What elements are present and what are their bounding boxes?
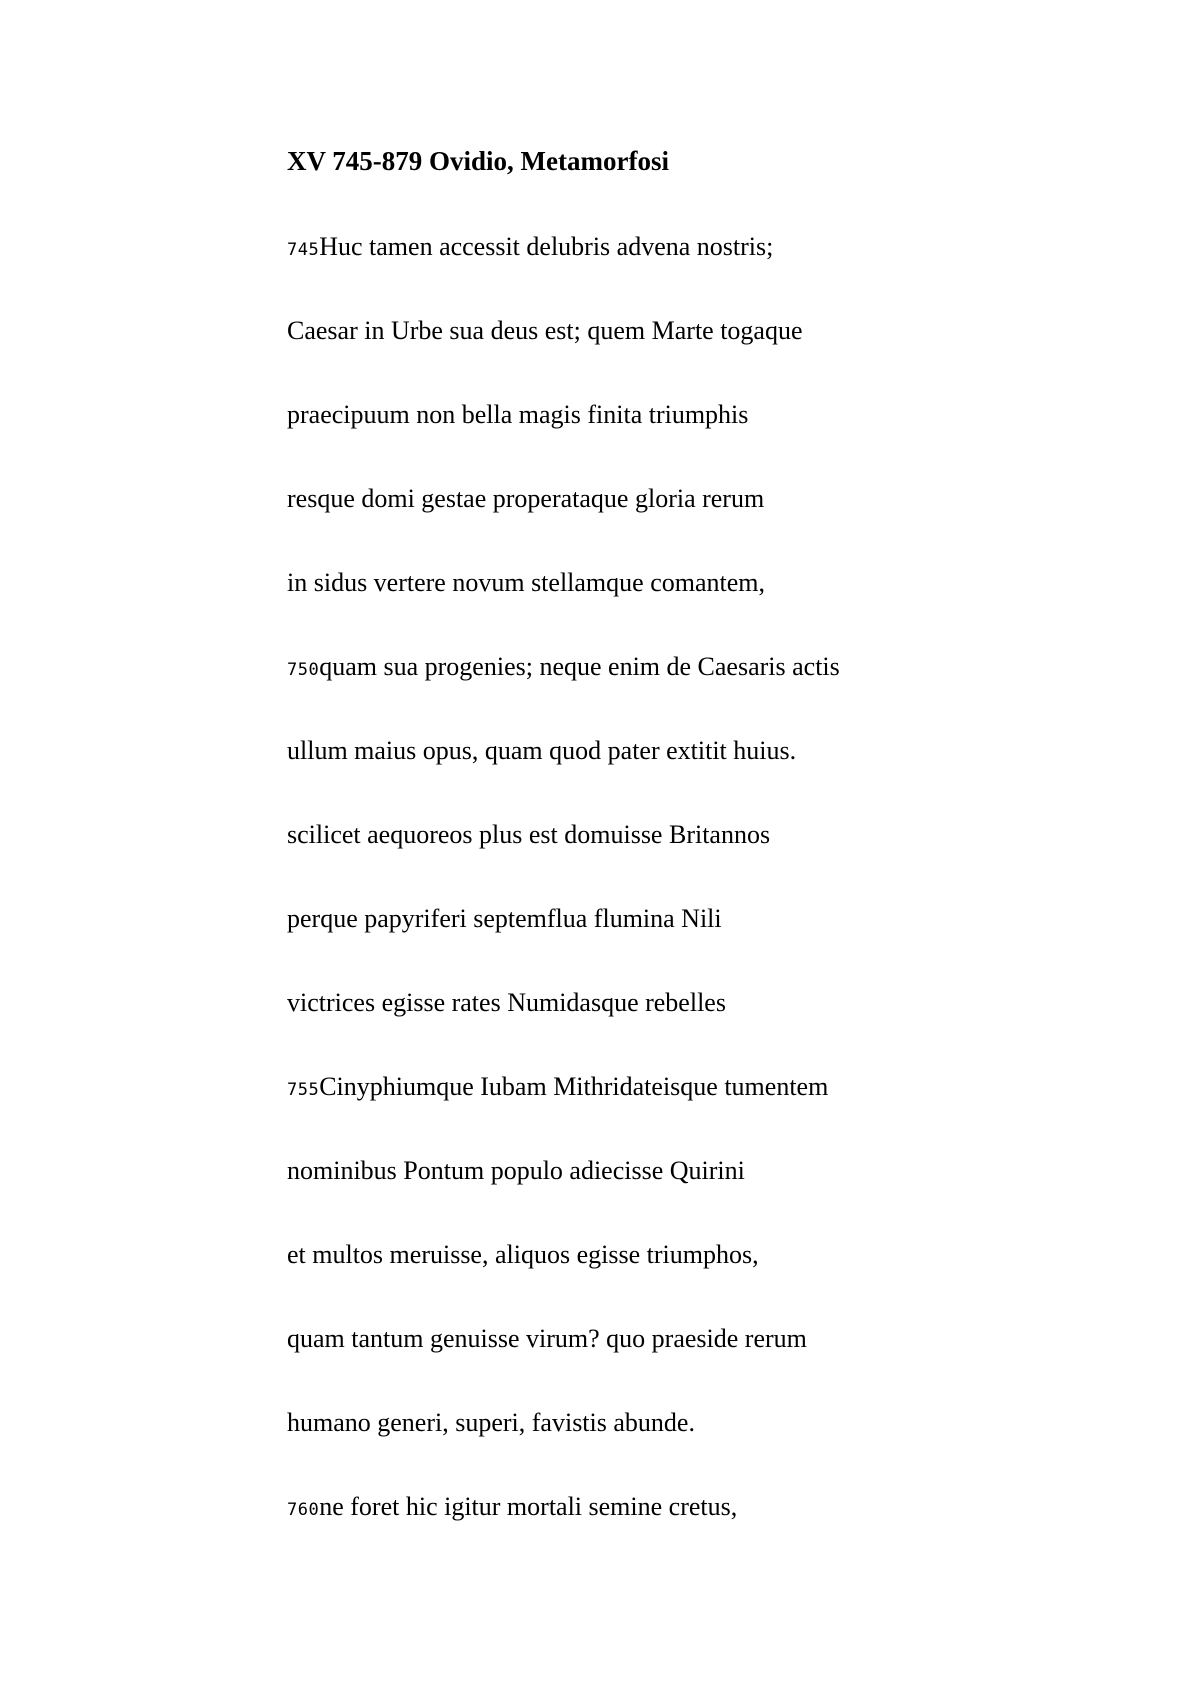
line-number: 745 — [287, 240, 320, 260]
verse-text: victrices egisse rates Numidasque rebelles — [287, 988, 726, 1017]
verse-line — [287, 818, 770, 852]
line-number: 750 — [287, 660, 320, 680]
verse-line — [287, 566, 765, 600]
verse-text: Cinyphiumque Iubam Mithridateisque tumentem — [319, 1072, 829, 1101]
verse-text: Caesar in Urbe sua deus est; quem Marte togaque — [287, 316, 803, 345]
verse-text: Huc tamen accessit delubris advena nostris; — [319, 232, 774, 261]
verse-line — [287, 1238, 759, 1272]
verse-line — [287, 734, 796, 768]
verse-text: et multos meruisse, aliquos egisse triumphos, — [287, 1240, 759, 1269]
verse-text: ne foret hic igitur mortali semine cretus, — [319, 1492, 738, 1521]
verse-line — [287, 314, 803, 348]
verse-line — [287, 398, 748, 432]
verse-line — [287, 1490, 737, 1527]
verse-text: praecipuum non bella magis finita triumphis — [287, 400, 749, 429]
verse-line — [287, 1322, 807, 1356]
verse-line — [287, 1070, 828, 1107]
verse-text: in sidus vertere novum stellamque comantem, — [287, 568, 765, 597]
verse-line — [287, 902, 722, 936]
verse-line — [287, 650, 840, 687]
verse-line — [287, 1154, 745, 1188]
verse-line — [287, 230, 773, 267]
verse-text: humano generi, superi, favistis abunde. — [287, 1408, 695, 1437]
verse-line — [287, 482, 764, 516]
document-title: XV 745-879 Ovidio, Metamorfosi — [287, 146, 669, 176]
verse-text: perque papyriferi septemflua flumina Nili — [287, 904, 722, 933]
line-number: 755 — [287, 1080, 320, 1100]
verse-line — [287, 986, 726, 1020]
line-number: 760 — [287, 1500, 320, 1520]
verse-text: nominibus Pontum populo adiecisse Quirini — [287, 1156, 745, 1185]
verse-line — [287, 1406, 695, 1440]
verse-text: ullum maius opus, quam quod pater extitit huius. — [287, 736, 797, 765]
verse-text: quam sua progenies; neque enim de Caesaris actis — [319, 652, 840, 681]
verse-text: scilicet aequoreos plus est domuisse Britannos — [287, 820, 771, 849]
verse-text: quam tantum genuisse virum? quo praeside rerum — [287, 1324, 807, 1353]
verse-text: resque domi gestae properataque gloria rerum — [287, 484, 765, 513]
